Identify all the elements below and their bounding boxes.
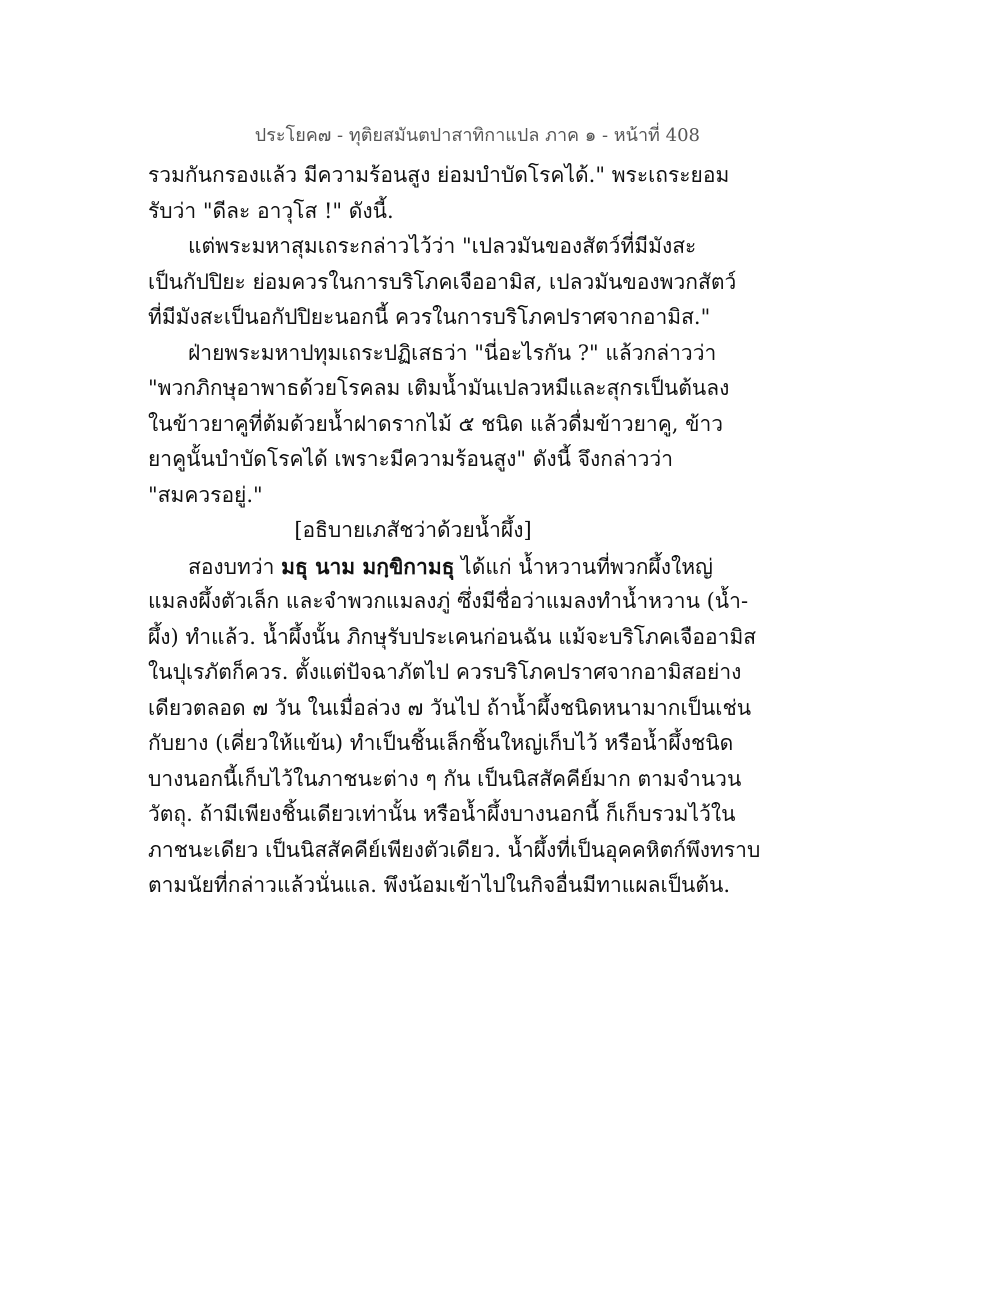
pali-term: มธุ นาม มกฺขิกามธุ (281, 553, 455, 579)
text-line: กับยาง (เคี่ยวให้แข้น) ทำเป็นชิ้นเล็กชิ้นใหญ่เก็บไว้ หรือน้ำผึ้งชนิด (148, 731, 734, 755)
text-line: เป็นกัปปิยะ ย่อมควรในการบริโภคเจืออามิส, เปลวมันของพวกสัตว์ (148, 269, 737, 294)
text-line: ที่มีมังสะเป็นอกัปปิยะนอกนี้ ควรในการบริโภคปราศจากอามิส." (148, 305, 711, 329)
text-line: ในข้าวยาคูที่ต้มด้วยน้ำฝาดรากไม้ ๕ ชนิด แล้วดื่มข้าวยาคู, ข้าว (148, 411, 724, 436)
text-run: ได้แก่ น้ำหวานที่พวกผึ้งใหญ่ (454, 554, 713, 579)
text-line: แมลงผึ้งตัวเล็ก และจำพวกแมลงภู่ ซึ่งมีชื่อว่าแมลงทำน้ำหวาน (น้ำ- (148, 589, 749, 613)
body-text (148, 158, 761, 904)
text-line: ผึ้ง) ทำแล้ว. น้ำผึ้งนั้น ภิกษุรับประเคนก่อนฉัน แม้จะบริโภคเจืออามิส (148, 624, 757, 649)
section-heading: [อธิบายเภสัชว่าด้วยน้ำผึ้ง] (294, 518, 532, 542)
text-line: รวมกันกรองแล้ว มีความร้อนสูง ย่อมบำบัดโรคได้." พระเถระยอม (148, 163, 730, 187)
text-line: ตามนัยที่กล่าวแล้วนั่นแล. พึงน้อมเข้าไปในกิจอื่นมีทาแผลเป็นต้น. (148, 873, 731, 897)
text-line: "สมควรอยู่." (148, 482, 263, 507)
text-line: ยาคูนั้นบำบัดโรคได้ เพราะมีความร้อนสูง" ดังนี้ จึงกล่าวว่า (148, 447, 673, 471)
paragraph-first-line (148, 549, 713, 585)
text-run: สองบทว่า (188, 554, 282, 579)
text-line: เดียวตลอด ๗ วัน ในเมื่อล่วง ๗ วันไป ถ้าน้ำผึ้งชนิดหนามากเป็นเช่น (148, 695, 752, 720)
text-line: บางนอกนี้เก็บไว้ในภาชนะต่าง ๆ กัน เป็นนิสสัคคีย์มาก ตามจำนวน (148, 766, 742, 791)
text-line: ภาชนะเดียว เป็นนิสสัคคีย์เพียงตัวเดียว. น้ำผึ้งที่เป็นอุคคหิตก์พึงทราบ (148, 837, 761, 862)
running-header: ประโยค๗ - ทุติยสมันตปาสาทิกาแปล ภาค ๑ - หน้าที่ 408 (254, 125, 700, 146)
text-line: "พวกภิกษุอาพาธด้วยโรคลม เติมน้ำมันเปลวหมีและสุกรเป็นต้นลง (148, 376, 730, 400)
text-line: ในปุเรภัตก็ควร. ตั้งแต่ปัจฉาภัตไป ควรบริโภคปราศจากอามิสอย่าง (148, 660, 742, 684)
paragraph-first-line: ฝ่ายพระมหาปทุมเถระปฏิเสธว่า "นี่อะไรกัน ?" แล้วกล่าวว่า (188, 340, 717, 365)
text-line: วัตถุ. ถ้ามีเพียงชิ้นเดียวเท่านั้น หรือน้ำผึ้งบางนอกนี้ ก็เก็บรวมไว้ใน (148, 802, 736, 826)
text-line: รับว่า "ดีละ อาวุโส !" ดังนี้. (148, 198, 394, 223)
paragraph-first-line: แต่พระมหาสุมเถระกล่าวไว้ว่า "เปลวมันของสัตว์ที่มีมังสะ (188, 234, 697, 258)
